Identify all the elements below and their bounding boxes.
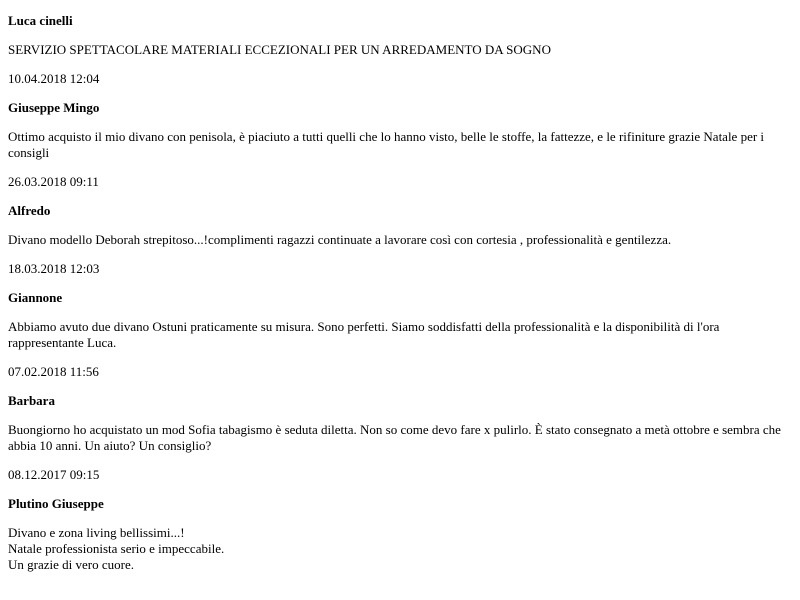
reviews-list: [0, 13, 800, 573]
review-item: [8, 290, 792, 380]
review-author: Giuseppe Mingo: [8, 100, 100, 115]
review-author: Barbara: [8, 393, 55, 408]
review-item: [8, 13, 792, 87]
review-date: 10.04.2018 12:04: [8, 71, 100, 86]
review-text: Divano e zona living bellissimi...! Natale professionista serio e impeccabile. Un grazie di vero cuore.: [8, 525, 225, 572]
review-item: [8, 100, 792, 190]
review-author: Luca cinelli: [8, 13, 73, 28]
review-text: SERVIZIO SPETTACOLARE MATERIALI ECCEZIONALI PER UN ARREDAMENTO DA SOGNO: [8, 42, 551, 57]
review-text: Divano modello Deborah strepitoso...!complimenti ragazzi continuate a lavorare così con cortesia , professionalità e gentilezza.: [8, 232, 672, 247]
review-date: 18.03.2018 12:03: [8, 261, 100, 276]
review-text: Buongiorno ho acquistato un mod Sofia tabagismo è seduta diletta. Non so come devo fare x pulirlo. È stato consegnato a metà ottobre e sembra che abbia 10 anni. Un aiuto? Un consiglio?: [8, 422, 781, 453]
review-item: [8, 393, 792, 483]
review-text: Abbiamo avuto due divano Ostuni praticamente su misura. Sono perfetti. Siamo soddisfatti della professionalità e la disponibilità di l'ora rappresentante Luca.: [8, 319, 720, 350]
review-item: [8, 496, 792, 573]
review-date: 26.03.2018 09:11: [8, 174, 99, 189]
review-item: [8, 203, 792, 277]
review-author: Alfredo: [8, 203, 51, 218]
review-author: Plutino Giuseppe: [8, 496, 104, 511]
review-author: Giannone: [8, 290, 63, 305]
review-date: 07.02.2018 11:56: [8, 364, 99, 379]
review-date: 08.12.2017 09:15: [8, 467, 100, 482]
review-text: Ottimo acquisto il mio divano con penisola, è piaciuto a tutti quelli che lo hanno visto, belle le stoffe, la fattezze, e le rifiniture grazie Natale per i consigli: [8, 129, 765, 160]
